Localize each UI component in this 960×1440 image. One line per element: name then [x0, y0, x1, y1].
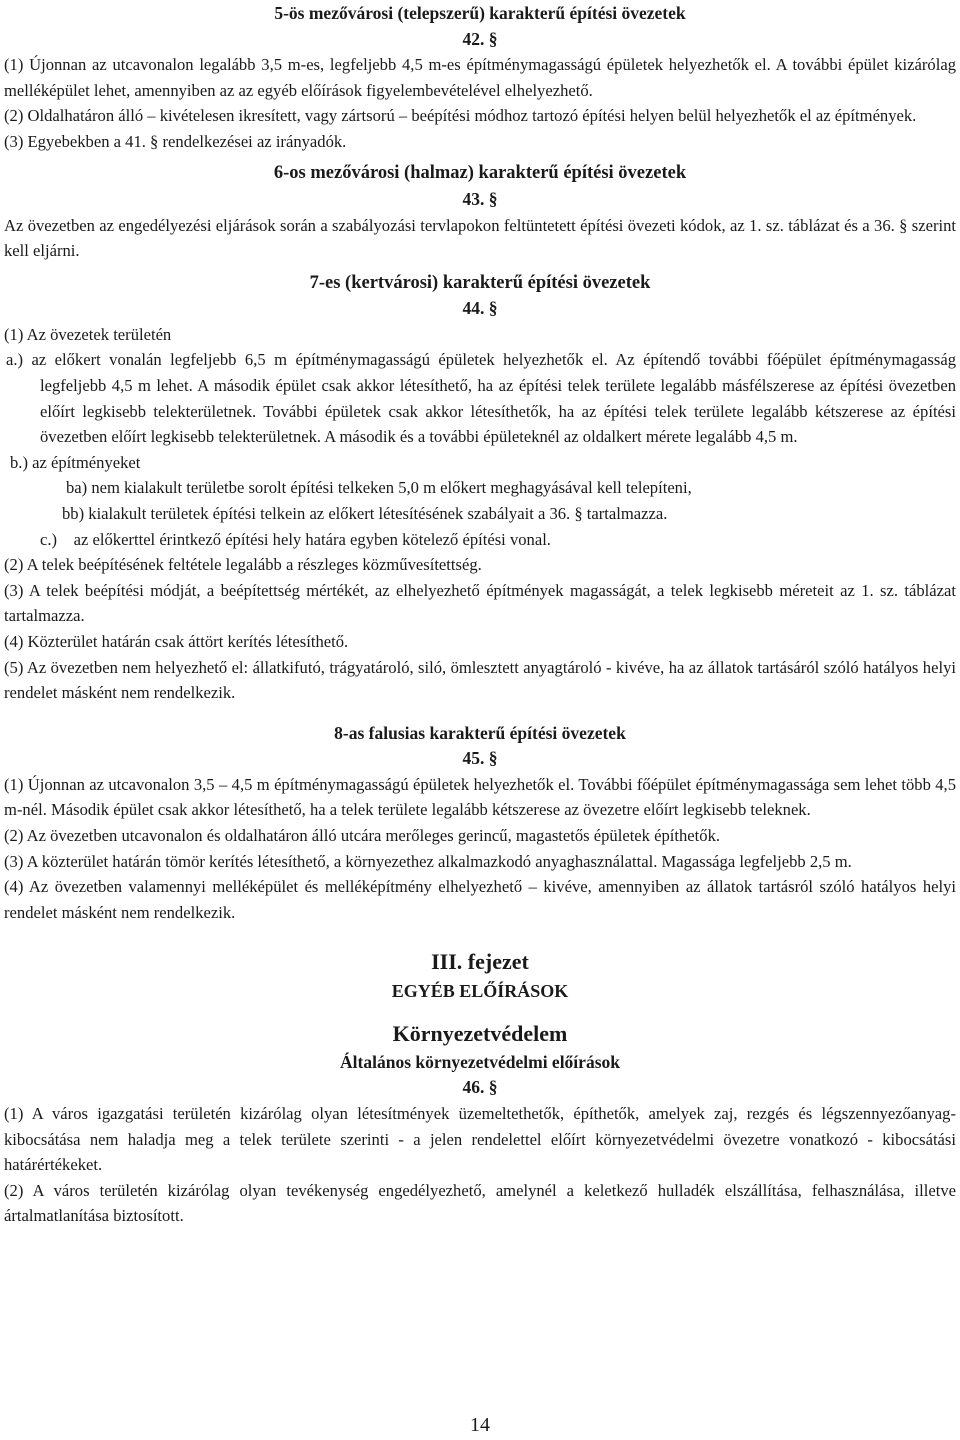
- s43-text: Az övezetben az engedélyezési eljárások során a szabályozási tervlapokon feltüntetett építési övezeti kódok, az 1. sz. táblázat és a 36. § szerint kell eljárni.: [4, 215, 956, 261]
- paragraph-number-45: 45. §: [462, 748, 498, 769]
- s44-intro: (1) Az övezetek területén: [4, 324, 172, 344]
- paragraph-number-42: 42. §: [462, 28, 498, 49]
- section-43: [4, 160, 956, 263]
- section-46: [4, 1019, 956, 1229]
- s45-item-1: (1) Újonnan az utcavonalon 3,5 – 4,5 m építménymagasságú épületek helyezhetők el. További főépület építménymagassága sem lehet több 4,5 m-nél. Második épület csak akkor létesíthető, ha a telek területe legalább kétszerese az övezetre előírt legkisebb teleknek.: [4, 774, 956, 820]
- environment-subtitle: Általános környezetvédelmi előírások: [340, 1052, 620, 1073]
- s42-item-1: (1) Újonnan az utcavonalon legalább 3,5 m-es, legfeljebb 4,5 m-es építménymagasságú épületek helyezhetők el. A további épület kizárólag melléképület lehet, amennyiben az az egyéb előírások figyelembevételével elhelyezhető.: [4, 55, 956, 100]
- zone-7-heading: 7-es (kertvárosi) karakterű építési övezetek: [309, 272, 651, 293]
- s44-item-2: (2) A telek beépítésének feltétele legalább a részleges közművesítettség.: [4, 555, 482, 575]
- s44-item-bb: bb) kialakult területek építési telkein az előkert létesítésének szabályait a 36. § tartalmazza.: [62, 504, 668, 523]
- section-42: [4, 0, 956, 154]
- paragraph-number-43: 43. §: [462, 188, 498, 209]
- paragraph-number-46: 46. §: [462, 1077, 498, 1098]
- chapter-title: III. fejezet: [431, 949, 529, 975]
- s46-item-1: (1) A város igazgatási területén kizárólag olyan létesítmények üzemeltethetők, építhetők, amelyek zaj, rezgés és légszennyezőanyag-kibocsátása nem haladja meg a telek területe szerinti - a jelen rendelettel előírt környezetvédelmi övezetre vonatkozó - kibocsátási határértékeket.: [4, 1104, 956, 1175]
- s44-item-a: a.) az előkert vonalán legfeljebb 6,5 m építménymagasságú épületek helyezhetők el. Az építendő további főépület építménymagasság legfeljebb 4,5 m lehet. A második épület csak akkor létesíthető, ha az építési telek területe legalább másfélszerese az építési övezetben előírt legkisebb telekterületnek. További épületek csak akkor létesíthetők, ha az építési telek területe legalább kétszerese az építési övezetben előírt legkisebb telekterületnek. A második és a további épületeknél az oldalkert mérete legalább 4,5 m.: [6, 350, 956, 447]
- zone-8-heading: 8-as falusias karakterű építési övezetek: [334, 722, 626, 743]
- s44-item-c: c.) az előkerttel érintkező építési hely határa egyben kötelező építési vonal.: [40, 529, 551, 549]
- zone-5-heading: 5-ös mezővárosi (telepszerű) karakterű építési övezetek: [274, 3, 686, 23]
- paragraph-number-44: 44. §: [462, 298, 498, 319]
- s44-item-4: (4) Közterület határán csak áttört kerítés létesíthető.: [4, 631, 349, 651]
- section-44: [4, 270, 956, 706]
- s44-item-5: (5) Az övezetben nem helyezhető el: állatkifutó, trágyatároló, siló, ömlesztett anyagtároló - kivéve, ha az állatok tartásáról szóló hatályos helyi rendelet másként nem rendelkezik.: [4, 657, 956, 703]
- s44-item-ba: ba) nem kialakult területbe sorolt építési telkeken 5,0 m előkert meghagyásával kell telepíteni,: [66, 478, 692, 498]
- s45-item-3: (3) A közterület határán tömör kerítés létesíthető, a környezethez alkalmazkodó anyaghasználattal. Magassága legfeljebb 2,5 m.: [4, 851, 852, 871]
- page-number: 14: [470, 1414, 490, 1436]
- section-45: [4, 720, 956, 926]
- s45-item-4: (4) Az övezetben valamennyi melléképület és melléképítmény elhelyezhető – kivéve, amennyiben az állatok tartásról szóló hatályos helyi rendelet másként nem rendelkezik.: [4, 877, 956, 922]
- zone-6-heading: 6-os mezővárosi (halmaz) karakterű építési övezetek: [273, 163, 687, 184]
- s46-item-2: (2) A város területén kizárólag olyan tevékenység engedélyezhető, amelynél a keletkező hulladék elszállítása, felhasználása, illetve ártalmatlanítása biztosított.: [4, 1180, 956, 1226]
- s45-item-2: (2) Az övezetben utcavonalon és oldalhatáron álló utcára merőleges gerincű, magastetős épületek építhetők.: [4, 826, 721, 846]
- s44-item-b: b.) az építményeket: [10, 452, 141, 472]
- s42-item-2: (2) Oldalhatáron álló – kivételesen ikresített, vagy zártsorú – beépítési módhoz tartozó építési helyen belül helyezhetők el az építmények.: [4, 106, 917, 126]
- s44-item-3: (3) A telek beépítési módját, a beépítettség mértékét, az elhelyezhető építmények magasságát, a telek legkisebb méreteit az 1. sz. táblázat tartalmazza.: [4, 580, 956, 626]
- environment-title: Környezetvédelem: [392, 1021, 568, 1047]
- s42-item-3: (3) Egyebekben a 41. § rendelkezései az irányadók.: [4, 131, 347, 151]
- chapter-subtitle: EGYÉB ELŐÍRÁSOK: [391, 981, 569, 1002]
- chapter-3: [4, 947, 956, 1005]
